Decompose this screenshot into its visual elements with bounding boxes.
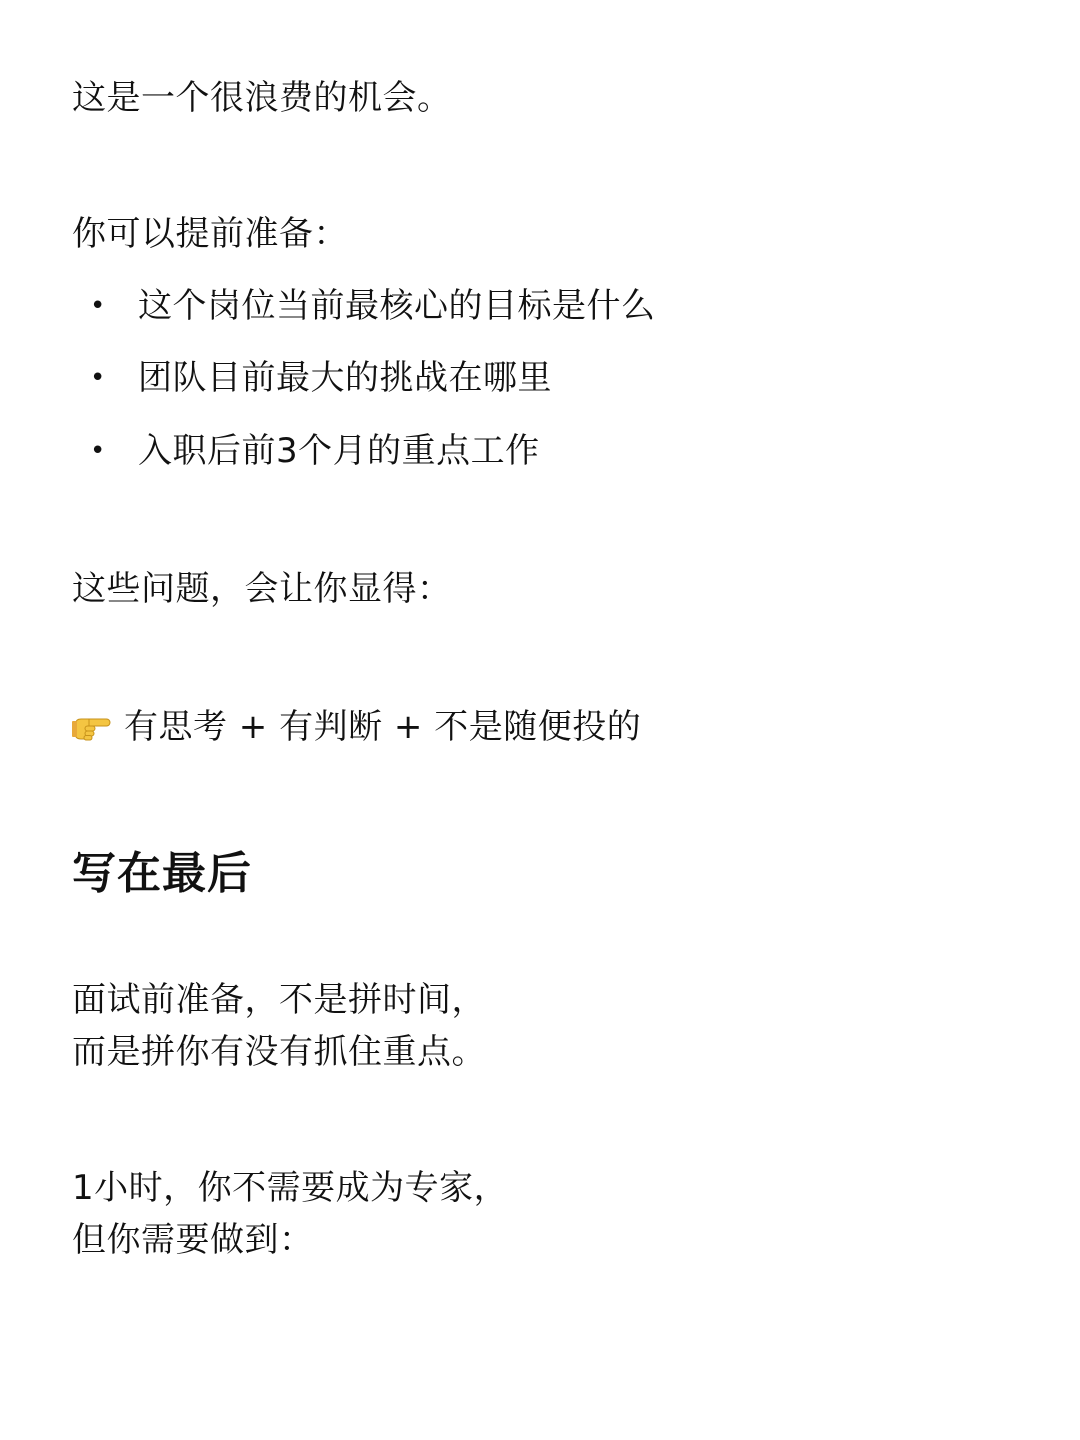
effect-lead: 这些问题，会让你显得： — [72, 569, 452, 609]
bullet-dot-icon: • — [90, 436, 106, 466]
closing-paragraph-2-line-1: 1小时，你不需要成为专家， — [72, 1168, 509, 1208]
list-item-text: 团队目前最大的挑战在哪里 — [138, 358, 552, 398]
summary-text: 有思考 + 有判断 + 不是随便投的 — [124, 707, 642, 747]
list-item-text: 入职后前3个月的重点工作 — [138, 431, 540, 471]
pointing-right-hand-icon — [72, 711, 112, 743]
closing-paragraph-1-line-2: 而是拼你有没有抓住重点。 — [72, 1032, 486, 1072]
closing-paragraph-1-line-1: 面试前准备，不是拼时间， — [72, 980, 486, 1020]
section-heading: 写在最后 — [72, 848, 252, 899]
list-item-text: 这个岗位当前最核心的目标是什么 — [138, 286, 656, 326]
bullet-dot-icon: • — [90, 363, 106, 393]
closing-paragraph-2-line-2: 但你需要做到： — [72, 1220, 314, 1260]
intro-line: 这是一个很浪费的机会。 — [72, 78, 452, 118]
bullet-dot-icon: • — [90, 291, 106, 321]
prepare-heading: 你可以提前准备： — [72, 214, 348, 254]
